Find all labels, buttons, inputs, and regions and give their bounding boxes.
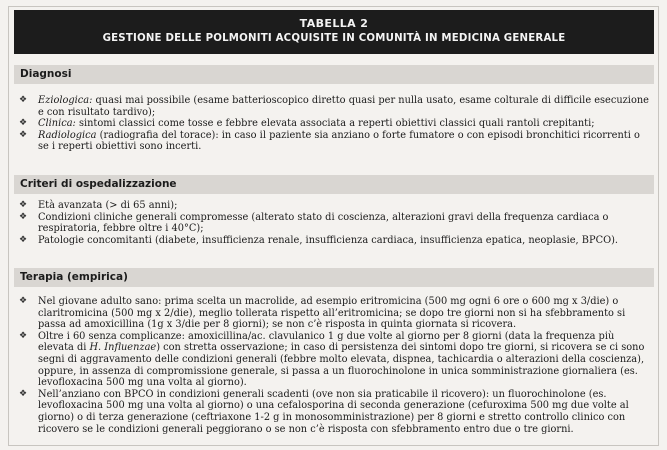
item-text: (radiografia del torace): in caso il paziente sia anziano o forte fumatore o con episodi bronchitici ricorrenti o se i reperti obiettivi sono incerti.: [38, 129, 640, 153]
item-lead: Eziologica:: [38, 95, 93, 106]
criteri-list: [14, 200, 654, 246]
item-text: quasi mai possibile (esame batterioscopico diretto quasi per nulla usato, esame colturale di difficile esecuzione e con risultato tardivo);: [38, 95, 649, 118]
item-text: Età avanzata (> di 65 anni);: [38, 200, 178, 211]
section-criteri-title: Criteri di ospedalizzazione: [14, 175, 654, 194]
list-item: [14, 95, 654, 118]
section-terapia-title: Terapia (empirica): [14, 268, 654, 287]
table-title: GESTIONE DELLE POLMONITI ACQUISITE IN COMUNITÀ IN MEDICINA GENERALE: [102, 33, 566, 44]
item-lead: Radiologica: [38, 129, 97, 141]
item-lead: Clinica:: [38, 118, 76, 130]
item-text: Patologie concomitanti (diabete, insufficienza renale, insufficienza cardiaca, insufficienza epatica, neoplasie, BPCO).: [38, 234, 619, 246]
bullet-icon: ❖: [19, 388, 28, 399]
terapia-list: [14, 296, 654, 435]
diagnosi-list: [14, 95, 654, 153]
bullet-icon: ❖: [19, 95, 28, 105]
bullet-icon: ❖: [19, 296, 28, 306]
list-item: [14, 296, 654, 331]
bullet-icon: ❖: [19, 211, 28, 222]
item-text: Nel giovane adulto sano: prima scelta un macrolide, ad esempio eritromicina (500 mg ogni 6 ore o 600 mg x 3/die) o claritromicina (500 mg x 2/die), meglio tollerata rispetto all’eritromicina; se dopo tre giorni non si ha sfebbramento si passa ad amoxicillina (1g x 3/die per 8 giorni); se non c’è risposta in quinta giornata si ricovera.: [38, 296, 626, 331]
item-text-cont: ) con stretta osservazione; in caso di persistenza dei sintomi dopo tre giorni, si ricovera se ci sono segni di aggravamento delle condizioni generali (febbre molto elevata, dispnea, tachicardia o alterazioni della coscienza), oppure, in assenza di compromissione generale, si passa a un fluorochinolone in unica somministrazione giornaliera (es. levofloxacina 500 mg una volta al giorno).: [38, 342, 645, 389]
item-text: Nell’anziano con BPCO in condizioni generali scadenti (ove non sia praticabile il ricovero): un fluorochinolone (es. levofloxacina 500 mg una volta al giorno) o una cefalosporina di seconda generazione (cefuroxima 500 mg due volte al giorno) o di terza generazione (ceftriaxone 1-2 g in monosomministrazione) per 8 giorni e stretto controllo clinico con ricovero se le condizioni generali peggiorano o se non c’è risposta con sfebbramento entro due o tre giorni.: [38, 388, 629, 435]
list-item: [14, 200, 654, 212]
list-item: [14, 389, 654, 435]
bullet-icon: ❖: [19, 129, 28, 140]
bullet-icon: ❖: [19, 118, 28, 129]
item-text: Oltre i 60 senza complicanze: amoxicillina/ac. clavulanico 1 g due volte al giorno per 8 giorni (data la frequenza più elevata di: [38, 330, 615, 354]
bullet-icon: ❖: [19, 200, 28, 210]
table-header: [14, 10, 654, 54]
item-text: sintomi classici come tosse e febbre elevata associata a reperti obiettivi classici quali rantoli crepitanti;: [75, 118, 595, 130]
table-number: TABELLA 2: [299, 17, 369, 30]
list-item: [14, 235, 654, 247]
item-emphasis: H. Influenzae: [89, 342, 157, 354]
list-item: [14, 331, 654, 389]
section-diagnosi-title: Diagnosi: [14, 65, 654, 84]
list-item: [14, 212, 654, 235]
list-item: [14, 130, 654, 153]
bullet-icon: ❖: [19, 234, 28, 245]
item-text: Condizioni cliniche generali compromesse (alterato stato di coscienza, alterazioni gravi della frequenza cardiaca o respiratoria, febbre oltre i 40°C);: [38, 211, 609, 235]
list-item: [14, 118, 654, 130]
bullet-icon: ❖: [19, 330, 28, 341]
